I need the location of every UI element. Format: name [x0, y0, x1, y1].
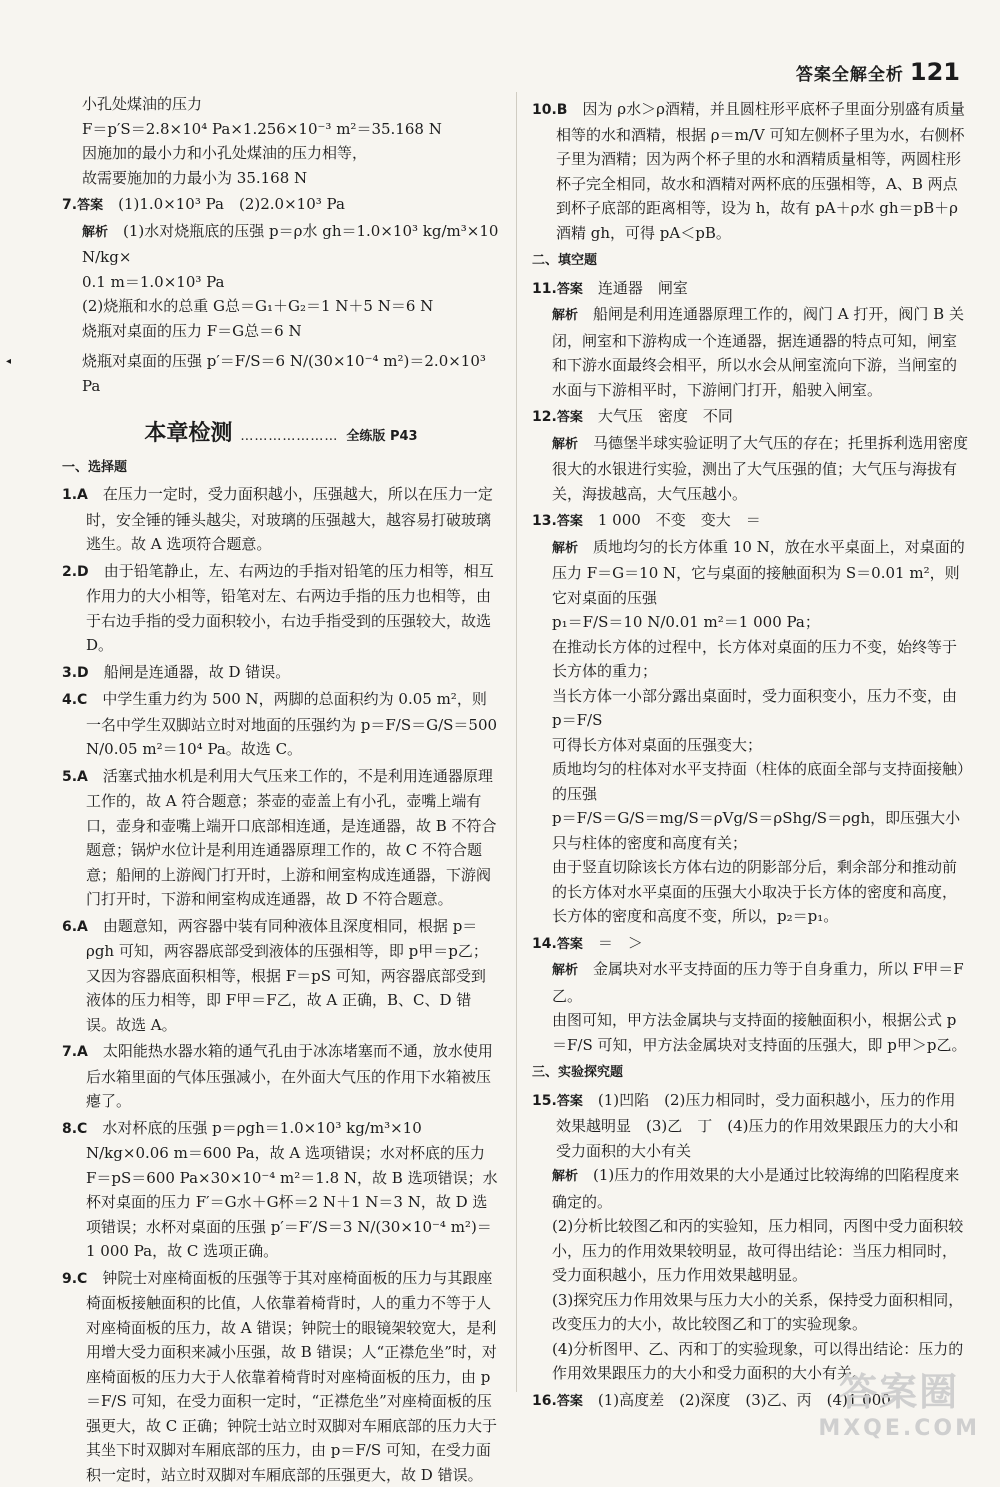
header-title: 答案全解全析 [796, 60, 904, 85]
chapter-heading [62, 422, 500, 450]
analysis-line: (4)分析图甲、乙、丙和丁的实验现象，可以得出结论：压力的作用效果跟压力的大小和受力面积的大小有关。 [532, 1337, 970, 1386]
watermark-line1: 答案圈 [818, 1361, 980, 1416]
right-column [532, 95, 970, 1414]
analysis-line: 解析 (1)水对烧瓶底的压强 p＝ρ水 gh＝1.0×10³ kg/m³×10 N/kg× [62, 219, 500, 270]
margin-mark: ◂ [6, 356, 11, 367]
analysis-line: 可得长方体对桌面的压强变大； [532, 733, 970, 758]
question-5: 5.A 活塞式抽水机是利用大气压来工作的，不是利用连通器原理工作的，故 A 符合题意；茶壶的壶盖上有小孔，壶嘴上端有口，壶身和壶嘴上端开口底部相连通，是连通器，故 B 不符合题意；锅炉水位计是利用连通器原理工作的，故 C 不符合题意；船闸的上游阀门打开时，上游和闸室构成连通器，下游阀门打开时，下游和闸室构成连通器，故 D 不符合题意。 [62, 764, 500, 912]
answer-text: (1)1.0×10³ Pa (2)2.0×10³ Pa [118, 195, 345, 213]
analysis-line: 烧瓶对桌面的压强 p′＝F/S＝6 N/(30×10⁻⁴ m²)＝2.0×10³ Pa [62, 349, 500, 398]
question-7-choice: 7.A 太阳能热水器水箱的通气孔由于冰冻堵塞而不通，放水使用后水箱里面的气体压强减小，在外面大气压的作用下水箱被压瘪了。 [62, 1039, 500, 1114]
analysis-line: 解析 金属块对水平支持面的压力等于自身重力，所以 F甲＝F乙。 [532, 957, 970, 1008]
text-line: 故需要施加的力最小为 35.168 N [62, 166, 500, 191]
section-heading: 一、选择题 [62, 456, 500, 481]
question-16: 16.答案 (1)高度差 (2)深度 (3)乙、丙 (4)1 000 [532, 1388, 970, 1415]
question-14: 14.答案 ＝ ＞ [532, 931, 970, 958]
chapter-dots: ………………… [240, 425, 338, 450]
analysis-line: p₁＝F/S＝10 N/0.01 m²＝1 000 Pa； [532, 610, 970, 635]
chapter-title: 本章检测 [144, 422, 232, 447]
question-13: 13.答案 1 000 不变 变大 ＝ [532, 508, 970, 535]
analysis-line: 当长方体一小部分露出桌面时，受力面积变小，压力不变，由 p＝F/S [532, 684, 970, 733]
page-header [796, 58, 960, 86]
watermark-logo [818, 1361, 980, 1441]
section-heading: 二、填空题 [532, 249, 970, 274]
analysis-line: p＝F/S＝G/S＝mg/S＝ρVg/S＝ρShg/S＝ρgh，即压强大小只与柱体的密度和高度有关； [532, 806, 970, 855]
question-number: 7. [62, 197, 77, 213]
question-8: 8.C 水对杯底的压强 p＝ρgh＝1.0×10³ kg/m³×10 N/kg×0.06 m＝600 Pa，故 A 选项错误；水对杯底的压力 F＝pS＝600 Pa×30×10⁻⁴ m²＝1.8 N，故 B 选项错误；水杯对桌面的压力 F′＝G水＋G杯＝2 N＋1 N＝3 N，故 D 选项错误；水杯对桌面的压强 p′＝F′/S＝3 N/(30×10⁻⁴ m²)＝1 000 Pa，故 C 选项正确。 [62, 1116, 500, 1264]
analysis-line: (3)探究压力作用效果与压力大小的关系，保持受力面积相同，改变压力的大小，故比较图乙和丁的实验现象。 [532, 1288, 970, 1337]
question-9: 9.C 钟院士对座椅面板的压强等于其对座椅面板的压力与其跟座椅面板接触面积的比值，人依靠着椅背时，人的重力不等于人对座椅面板的压力，故 A 错误；钟院士的眼镜架较宽大，是利用增大受力面积来减小压强，故 B 错误；人“正襟危坐”时，对座椅面板的压力大于人依靠着椅背时对座椅面板的压力，由 p＝F/S 可知，在受力面积一定时，“正襟危坐”对座椅面板的压强更大，故 C 正确；钟院士站立时双脚对车厢底部的压力大于其坐下时双脚对车厢底部的压力，由 p＝F/S 可知，在受力面积一定时，站立时双脚对车厢底部的压强更大，故 D 错误。 [62, 1266, 500, 1487]
answer-label: 答案 [77, 198, 103, 213]
section-heading: 三、实验探究题 [532, 1061, 970, 1086]
question-10: 10.B 因为 ρ水＞ρ酒精，并且圆柱形平底杯子里面分别盛有质量相等的水和酒精，根据 ρ＝m/V 可知左侧杯子里为水，右侧杯子里为酒精；因为两个杯子里的水和酒精质量相等，两圆柱形杯子完全相同，故水和酒精对两杯底的压强相等，A、B 两点到杯子底部的距离相等，设为 h，故有 pA＋ρ水 gh＝pB＋ρ酒精 gh，可得 pA＜pB。 [532, 97, 970, 245]
column-divider [516, 92, 517, 1392]
analysis-line: 解析 (1)压力的作用效果的大小是通过比较海绵的凹陷程度来确定的。 [532, 1163, 970, 1214]
left-column [62, 92, 500, 1487]
text-line: 因施加的最小力和小孔处煤油的压力相等， [62, 141, 500, 166]
chapter-ref: 全练版 P43 [346, 425, 417, 450]
analysis-line: (2)烧瓶和水的总重 G总＝G₁＋G₂＝1 N＋5 N＝6 N [62, 294, 500, 319]
question-6: 6.A 由题意知，两容器中装有同种液体且深度相同，根据 p＝ρgh 可知，两容器底部受到液体的压强相等，即 p甲＝p乙；又因为容器底面积相等，根据 F＝pS 可知，两容器底部受到液体的压力相等，即 F甲＝F乙，故 A 正确，B、C、D 错误。故选 A。 [62, 914, 500, 1038]
analysis-label: 解析 [82, 225, 108, 240]
text-line: 小孔处煤油的压力 [62, 92, 500, 117]
question-7 [62, 192, 500, 219]
analysis-line: 解析 质地均匀的长方体重 10 N，放在水平桌面上，对桌面的压力 F＝G＝10 N，它与桌面的接触面积为 S＝0.01 m²，则它对桌面的压强 [532, 535, 970, 611]
analysis-line: 由图可知，甲方法金属块与支持面的接触面积小，根据公式 p＝F/S 可知，甲方法金属块对支持面的压强大，即 p甲＞p乙。 [532, 1008, 970, 1057]
question-15: 15.答案 (1)凹陷 (2)压力相同时，受力面积越小，压力的作用效果越明显 (3)乙 丁 (4)压力的作用效果跟压力的大小和受力面积的大小有关 [532, 1088, 970, 1164]
question-1: 1.A 在压力一定时，受力面积越小，压强越大，所以在压力一定时，安全锤的锤头越尖，对玻璃的压强越大，越容易打破玻璃逃生。故 A 选项符合题意。 [62, 482, 500, 557]
watermark-line2: MXQE.COM [818, 1416, 980, 1441]
question-4: 4.C 中学生重力约为 500 N，两脚的总面积约为 0.05 m²，则一名中学生双脚站立时对地面的压强约为 p＝F/S＝G/S＝500 N/0.05 m²＝10⁴ Pa。故选 C。 [62, 687, 500, 762]
question-3: 3.D 船闸是连通器，故 D 错误。 [62, 660, 500, 686]
page-number: 121 [910, 58, 960, 86]
analysis-line: (2)分析比较图乙和丙的实验知，压力相同，丙图中受力面积较小，压力的作用效果较明显，故可得出结论：当压力相同时，受力面积越小，压力作用效果越明显。 [532, 1214, 970, 1288]
question-11: 11.答案 连通器 闸室 [532, 276, 970, 303]
analysis-line: 在推动长方体的过程中，长方体对桌面的压力不变，始终等于长方体的重力； [532, 635, 970, 684]
analysis-line: 质地均匀的柱体对水平支持面（柱体的底面全部与支持面接触）的压强 [532, 757, 970, 806]
analysis-line: 由于竖直切除该长方体右边的阴影部分后，剩余部分和推动前的长方体对水平桌面的压强大小取决于长方体的密度和高度，长方体的密度和高度不变，所以，p₂＝p₁。 [532, 855, 970, 929]
analysis-line: 解析 船闸是利用连通器原理工作的，阀门 A 打开，阀门 B 关闭，闸室和下游构成一个连通器，据连通器的特点可知，闸室和下游水面最终会相平，所以水会从闸室流向下游，当闸室的水面与下游相平时，下游闸门打开，船驶入闸室。 [532, 302, 970, 402]
analysis-line: 0.1 m＝1.0×10³ Pa [62, 270, 500, 295]
analysis-line: 解析 马德堡半球实验证明了大气压的存在；托里拆利选用密度很大的水银进行实验，测出了大气压强的值；大气压与海拔有关，海拔越高，大气压越小。 [532, 431, 970, 507]
analysis-line: 烧瓶对桌面的压力 F＝G总＝6 N [62, 319, 500, 344]
text-line: F＝p′S＝2.8×10⁴ Pa×1.256×10⁻³ m²＝35.168 N [62, 117, 500, 142]
question-2: 2.D 由于铅笔静止，左、右两边的手指对铅笔的压力相等，相互作用力的大小相等，铅笔对左、右两边手指的压力也相等，由于右边手指的受力面积较小，右边手指受到的压强较大，故选 D。 [62, 559, 500, 658]
question-12: 12.答案 大气压 密度 不同 [532, 404, 970, 431]
